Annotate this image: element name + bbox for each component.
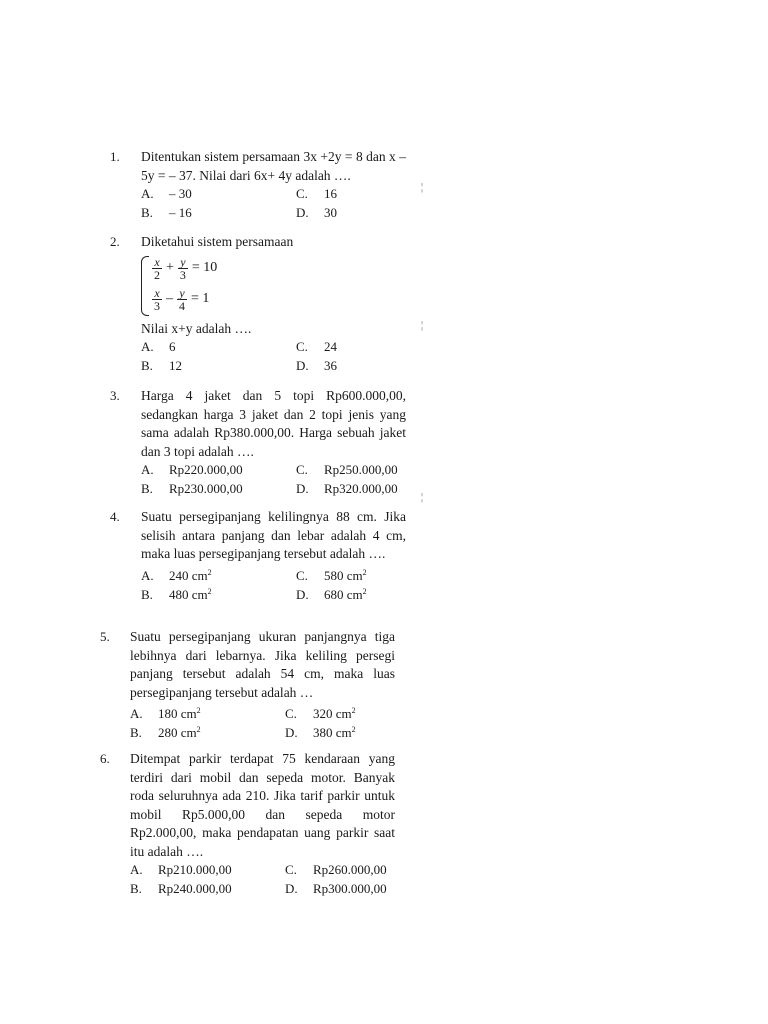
option-c[interactable]: C. 580 $cm^2$ xyxy=(296,567,367,583)
option-b[interactable]: B. 480 $cm^2$ xyxy=(141,586,212,602)
option-c[interactable]: C. Rp260.000,00 xyxy=(285,862,387,877)
option-c[interactable]: C. Rp250.000,00 xyxy=(296,462,398,477)
option-c[interactable]: C. 320 $cm^2$ xyxy=(285,706,356,721)
option-d[interactable]: D. 380 $cm^2$ xyxy=(285,725,356,740)
question-number: 4. xyxy=(110,509,120,524)
question-number: 2. xyxy=(110,234,120,249)
question-stem: Diketahui sistem persamaan xyxy=(141,234,294,249)
equation-system xyxy=(141,254,410,318)
option-c[interactable]: C. 24 xyxy=(296,339,337,354)
question-2 xyxy=(110,233,410,376)
fraction: $\frac{x}{2}$ xyxy=(154,254,160,282)
options xyxy=(130,861,400,899)
option-d[interactable]: D. 30 xyxy=(296,205,337,220)
question-number: 3. xyxy=(110,388,120,403)
option-b[interactable]: B. 12 xyxy=(141,358,182,373)
option-b[interactable]: B. Rp230.000,00 xyxy=(141,481,243,496)
question-stem: Ditentukan sistem persamaan 3x +2y = 8 dan x – 5y = – 37. Nilai dari 6x+ 4y adalah …. xyxy=(141,149,406,183)
margin-mark: ¦ xyxy=(421,492,424,503)
question-text: Nilai x+y adalah …. xyxy=(141,320,252,336)
options xyxy=(141,185,410,223)
option-c[interactable]: C. 16 xyxy=(296,186,337,201)
option-a[interactable]: A. 240 $cm^2$ xyxy=(141,567,212,583)
question-stem: Suatu persegipanjang ukuran panjangnya tiga lebihnya dari lebarnya. Jika keliling persegi panjang tersebut adalah 54 cm, maka luas persegipanjang tersebut adalah … xyxy=(130,629,395,700)
options xyxy=(130,702,400,740)
brace xyxy=(141,256,149,316)
option-a[interactable]: A. 6 xyxy=(141,339,176,354)
option-a[interactable]: A. 180 $cm^2$ xyxy=(130,706,201,721)
option-d[interactable]: D. Rp300.000,00 xyxy=(285,881,387,896)
option-b[interactable]: B. – 16 xyxy=(141,205,192,220)
option-d[interactable]: D. Rp320.000,00 xyxy=(296,481,398,496)
question-6 xyxy=(100,750,400,899)
fraction: $\frac{x}{3}$ xyxy=(154,285,160,313)
fraction: $\frac{y}{3}$ xyxy=(179,254,186,282)
option-b[interactable]: B. Rp240.000,00 xyxy=(130,881,232,896)
options xyxy=(141,461,410,499)
margin-mark: ¦ xyxy=(421,320,424,331)
option-a[interactable]: A. Rp210.000,00 xyxy=(130,862,232,877)
question-5 xyxy=(100,628,400,740)
question-1 xyxy=(110,148,410,223)
options xyxy=(141,564,410,602)
question-stem: Ditempat parkir terdapat 75 kendaraan yang terdiri dari mobil dan sepeda motor. Banyak roda seluruhnya ada 210. Jika tarif parkir untuk mobil Rp5.000,00 dan sepeda motor Rp2.000,00, maka pendapatan uang parkir saat itu adalah …. xyxy=(130,751,395,859)
options xyxy=(141,338,410,376)
question-stem: Suatu persegipanjang kelilingnya 88 cm. Jika selisih antara panjang dan lebar adalah 4 cm, maka luas persegipanjang tersebut adalah …. xyxy=(141,509,406,561)
margin-mark: ¦ xyxy=(421,182,424,193)
question-number: 6. xyxy=(100,751,110,766)
option-d[interactable]: D. 36 xyxy=(296,358,337,373)
option-b[interactable]: B. 280 $cm^2$ xyxy=(130,725,201,740)
option-d[interactable]: D. 680 $cm^2$ xyxy=(296,586,367,602)
option-a[interactable]: A. Rp220.000,00 xyxy=(141,462,243,477)
option-a[interactable]: A. – 30 xyxy=(141,186,192,201)
question-3 xyxy=(110,387,410,499)
equation-2: $\frac{x}{3}$ – $\frac{y}{4}$ = 1 xyxy=(154,285,210,313)
fraction: $\frac{y}{4}$ xyxy=(179,285,185,313)
question-number: 1. xyxy=(110,149,120,164)
question-4 xyxy=(110,508,410,602)
question-number: 5. xyxy=(100,629,110,644)
equation-1: $\frac{x}{2}$ + $\frac{y}{3}$ = 10 xyxy=(154,254,218,282)
question-stem: Harga 4 jaket dan 5 topi Rp600.000,00, sedangkan harga 3 jaket dan 2 topi jenis yang sama adalah Rp380.000,00. Harga sebuah jaket dan 3 topi adalah …. xyxy=(141,388,406,459)
